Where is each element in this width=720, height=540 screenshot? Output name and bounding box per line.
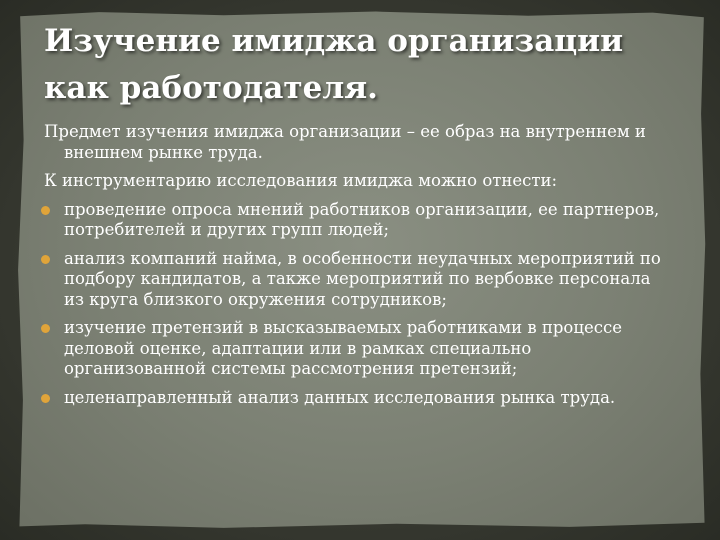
paragraph-subject: Предмет изучения имиджа организации – ее образ на внутреннем и внешнем рынке труда. xyxy=(44,122,646,162)
bullet-dot-icon xyxy=(41,324,50,333)
bullet-item-claims-study xyxy=(44,318,674,380)
tools-bullet-list xyxy=(44,200,674,409)
bullet-text: изучение претензий в высказываемых работниками в процессе деловой оценке, адаптации или в рамках специально организованной системы рассмотрения претензий; xyxy=(64,318,622,378)
bullet-item-market-analysis xyxy=(44,388,674,409)
slide-body xyxy=(44,122,674,416)
bullet-text: целенаправленный анализ данных исследования рынка труда. xyxy=(64,387,616,407)
bullet-dot-icon xyxy=(41,206,50,215)
bullet-item-hiring-analysis xyxy=(44,249,674,311)
bullet-item-survey xyxy=(44,200,674,241)
paragraph-tools-intro: К инструментарию исследования имиджа можно отнести: xyxy=(44,171,558,190)
bullet-text: анализ компаний найма, в особенности неудачных мероприятий по подбору кандидатов, а также мероприятий по вербовке персонала из круга близкого окружения сотрудников; xyxy=(64,248,661,309)
bullet-dot-icon xyxy=(41,255,50,264)
bullet-dot-icon xyxy=(41,394,50,403)
slide-title: Изучение имиджа организации как работодателя. xyxy=(44,23,624,106)
bullet-text: проведение опроса мнений работников организации, ее партнеров, потребителей и других групп людей; xyxy=(64,199,660,239)
